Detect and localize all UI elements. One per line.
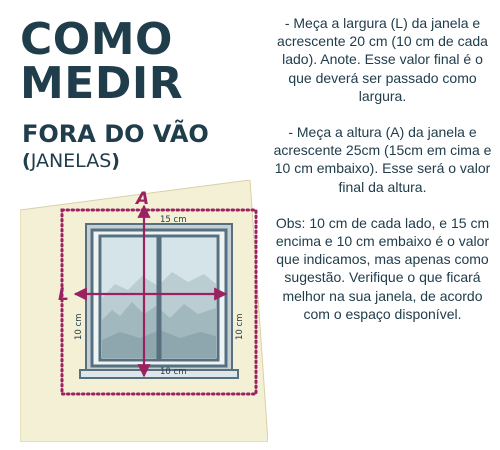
instructions	[270, 14, 495, 341]
janelas-text: JANELAS	[30, 150, 112, 172]
paren-open: (	[22, 150, 31, 172]
paren-close: )	[111, 150, 120, 172]
window-sill	[80, 370, 238, 378]
instruction-note: Obs: 10 cm de cada lado, e 15 cm encima e 10 cm embaixo é o valor que indicamos, mas apenas como sugestão. Verifique o que ficará melhor na sua janela, de acordo com o espaço disponível.	[275, 214, 490, 322]
label-bottom-margin: 10 cm	[160, 367, 187, 377]
instruction-height: - Meça a altura (A) da janela e acrescente 25cm (15cm em cima e 10 cm embaixo). Esse será o valor final da altura.	[273, 124, 492, 195]
instruction-width: - Meça a largura (L) da janela e acrescente 20 cm (10 cm de cada lado). Anote. Esse valor final é o que deverá ser passado como largura.	[277, 15, 488, 104]
subtitle: FORA DO VÃO	[22, 120, 209, 148]
label-right-margin: 10 cm	[235, 313, 245, 340]
title-line-1: COMO	[20, 14, 173, 65]
label-width: L	[58, 285, 69, 305]
subtitle-janelas	[22, 152, 120, 171]
label-top-margin: 15 cm	[160, 215, 187, 225]
label-height: A	[136, 189, 150, 209]
window-measurement-illustration	[20, 180, 268, 442]
title-line-2: MEDIR	[20, 58, 184, 109]
label-left-margin: 10 cm	[74, 313, 84, 340]
